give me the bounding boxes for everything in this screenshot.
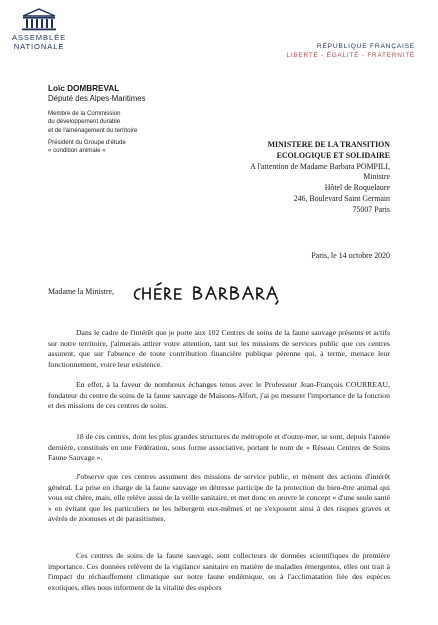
recipient-title: Ministre xyxy=(363,172,390,182)
recipient-attention: A l'attention de Madame Barbara POMPILI, xyxy=(250,161,390,171)
body-paragraph: 18 de ces centres, dont les plus grandes structures de métropole et d'outre-mer, se sont, depuis l'année dernière, constitués en une Fédération, sous forme associative, portant le nom de « Réseau Centres de Soins Faune Sauvage ». xyxy=(48,432,390,463)
institution-line2: NATIONALE xyxy=(13,41,65,51)
body-paragraph: J'observe que ces centres assument des missions de service public, et mènent des actions d'intérêt général. La prise en charge de la faune sauvage en détresse participe de la protection du bien-être animal qui vous est chère, mais, elle relève aussi de la veille sanitaire, et met donc en œuvre le concept « d'une seule santé » en évitant que les particuliers ne les hébergent eux-mêmes et ne s'exposent ainsi à des risques graves et avérés de zoonoses et de parasitismes. xyxy=(48,472,390,524)
commission-line: Membre de la Commission xyxy=(48,110,121,117)
commission-line: et de l'aménagement du territoire xyxy=(48,126,138,134)
body-paragraph: Ces centres de soins de la faune sauvage, sont collecteurs de données scientifiques de première importance. Ces données relèvent de la vigilance sanitaire en matière de maladies émergentes, elles ont trait à l'impact du réchauffement climatique sur notre faune endémique, ou à l'acclimatation liée des espèces exotiques, elles nous informent de la vitalité des espèces xyxy=(48,551,390,592)
salutation: Madame la Ministre, xyxy=(48,287,114,296)
commission-line: du développement durable xyxy=(48,118,121,126)
recipient-street: 246, Boulevard Saint Germain xyxy=(293,193,390,203)
institution-line1: ASSEMBLÉE xyxy=(11,33,67,42)
letter-date: Paris, le 14 octobre 2020 xyxy=(311,251,390,260)
recipient-block xyxy=(250,140,390,216)
group-line: « condition animale » xyxy=(48,147,106,155)
republic-motto: LIBERTÉ - ÉGALITÉ - FRATERNITÉ xyxy=(286,52,415,59)
republic-block xyxy=(286,42,415,60)
handwritten-greeting xyxy=(130,279,280,305)
recipient-building: Hôtel de Roquelaure xyxy=(324,183,390,193)
recipient-city: 75007 Paris xyxy=(352,204,390,214)
author-group xyxy=(48,139,126,156)
group-line: Président du Groupe d'étude xyxy=(48,139,126,146)
author-commission xyxy=(48,110,137,135)
author-name: Loïc DOMBREVAL xyxy=(48,84,120,93)
author-block xyxy=(48,84,146,104)
author-role: Député des Alpes-Maritimes xyxy=(48,94,146,103)
body-paragraph: En effet, à la faveur de nombreux échanges tenus avec le Professeur Jean-François COURREAU, fondateur du centre de soins de la faune sauvage de Maisons-Alfort, j'ai pu mesurer l'importance de la fonction et des missions de ces centres de soins. xyxy=(48,380,390,411)
assemblee-nationale-building-icon xyxy=(19,8,59,32)
republic-label: RÉPUBLIQUE FRANÇAISE xyxy=(316,43,415,50)
ministry-line1: MINISTERE DE LA TRANSITION xyxy=(267,140,390,149)
body-paragraph: Dans le cadre de l'intérêt que je porte aux 102 Centres de soins de la faune sauvage présents et actifs sur notre territoire, j'aimerais attirer votre attention, tant sur les missions de services public que ces centres assurent, que sur l'absence de toute contribution financière publique pérenne qui, à terme, menace leur fonctionnement, voire leur existence. xyxy=(48,328,390,369)
ministry-line2: ECOLOGIQUE ET SOLIDAIRE xyxy=(276,150,390,160)
assemblee-logo xyxy=(8,8,70,51)
